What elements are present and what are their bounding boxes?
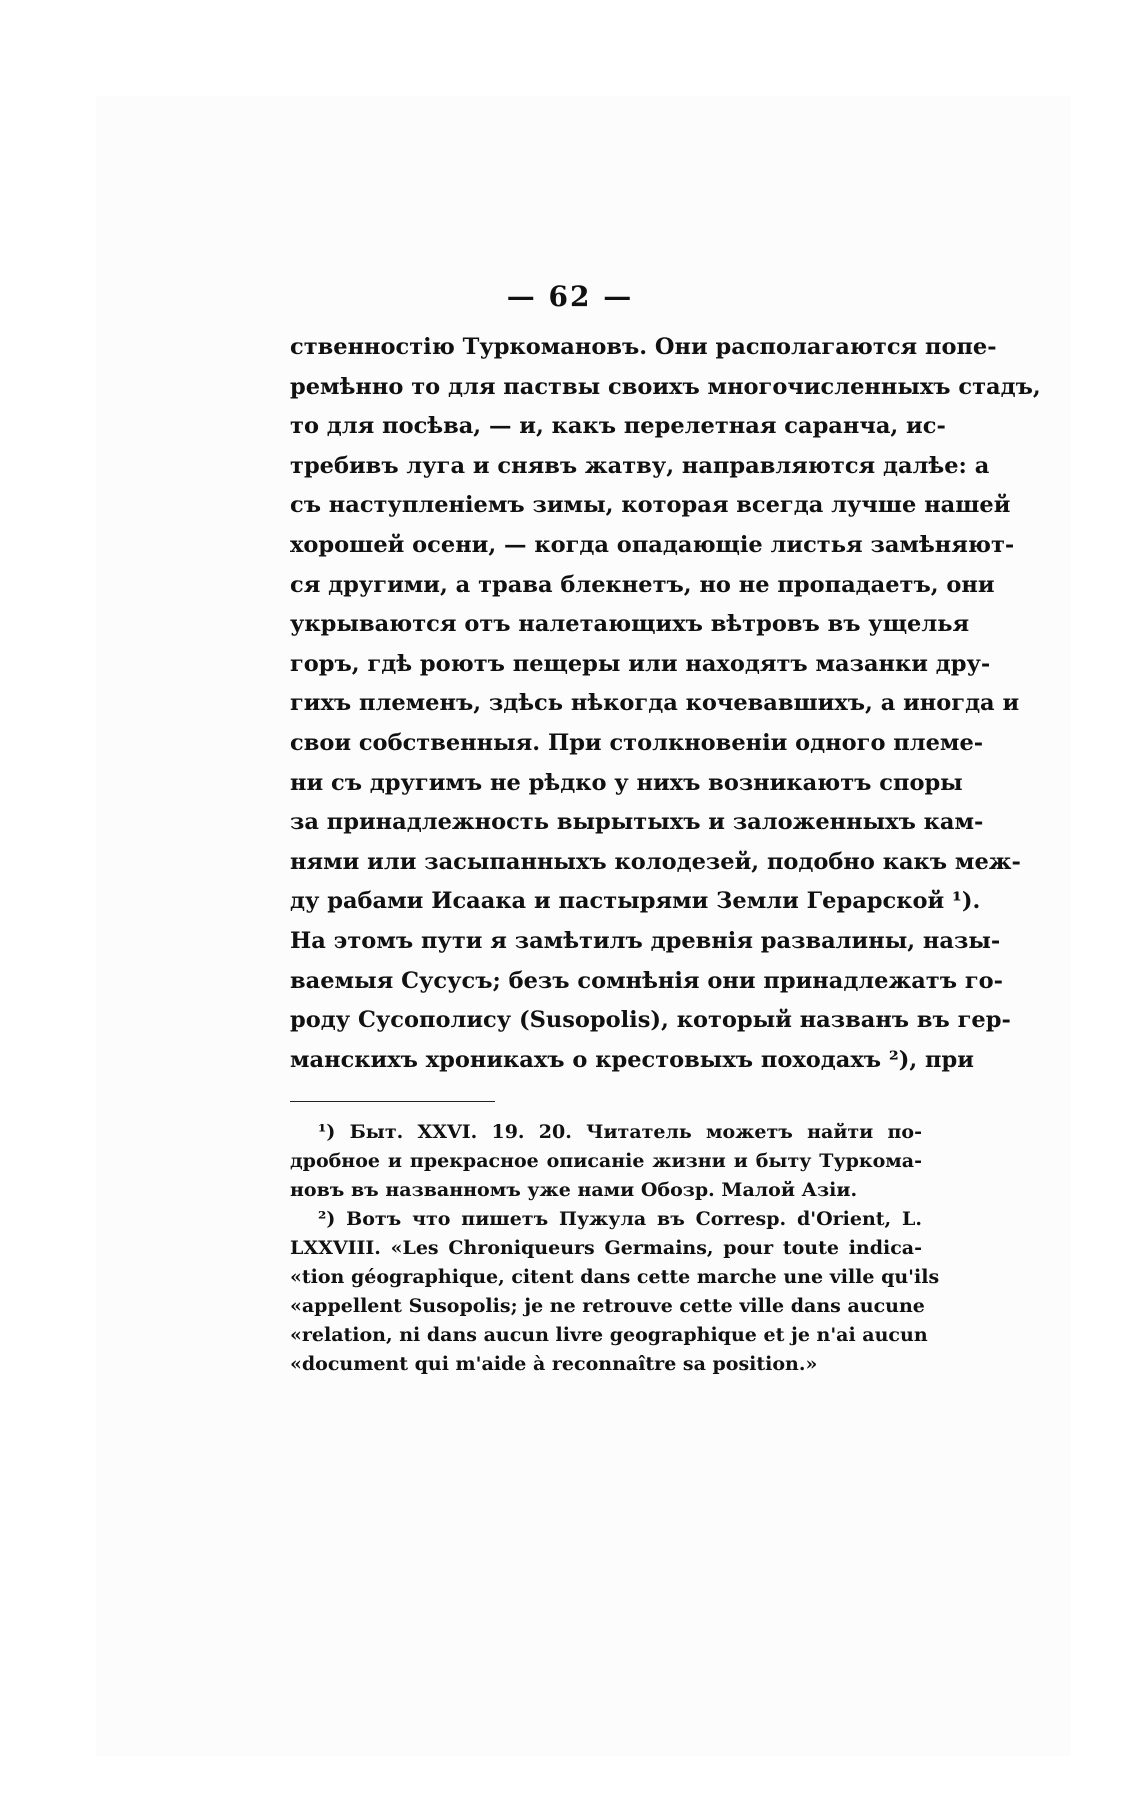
footnote-divider: [290, 1101, 495, 1102]
footnote-line: новъ въ названномъ уже нами Обозр. Малой Азіи.: [290, 1179, 858, 1201]
body-line: На этомъ пути я замѣтилъ древнія развалины, назы-: [290, 927, 1001, 954]
body-line: горъ, гдѣ роютъ пещеры или находятъ мазанки дру-: [290, 650, 991, 677]
body-line: нями или засыпанныхъ колодезей, подобно какъ меж-: [290, 848, 1021, 875]
body-line: гихъ племенъ, здѣсь нѣкогда кочевавшихъ, а иногда и: [290, 690, 1020, 717]
body-line: ственностію Туркомановъ. Они располагаются попе-: [290, 334, 997, 360]
footnote-line: ¹) Быт. XXVI. 19. 20. Читатель можетъ найти по-: [318, 1121, 922, 1143]
footnote-line: «document qui m'aide à reconnaître sa position.»: [290, 1353, 818, 1375]
footnote-line: дробное и прекрасное описаніе жизни и быту Туркома-: [290, 1150, 922, 1172]
body-line: хорошей осени, — когда опадающіе листья замѣняют-: [290, 531, 1015, 558]
body-line: съ наступленіемъ зимы, которая всегда лучше нашей: [290, 492, 1011, 519]
body-line: роду Сусополису (Susopolis), который названъ въ гер-: [290, 1007, 1011, 1034]
body-line: за принадлежность вырытыхъ и заложенныхъ кам-: [290, 809, 984, 836]
footnote-line: «relation, ni dans aucun livre geographique et je n'ai aucun: [290, 1324, 928, 1346]
footnote-line: «appellent Susopolis; je ne retrouve cette ville dans aucune: [290, 1295, 925, 1317]
page-number: — 62 —: [506, 280, 634, 313]
footnotes: [290, 1118, 940, 1379]
body-line: ся другими, а трава блекнетъ, но не пропадаетъ, они: [290, 571, 995, 598]
body-text: [290, 328, 1041, 1080]
body-line: ремѣнно то для паствы своихъ многочисленныхъ стадъ,: [290, 373, 1041, 400]
body-line: укрываются отъ налетающихъ вѣтровъ въ ущелья: [290, 611, 970, 638]
footnote-line: ²) Вотъ что пишетъ Пужула въ Corresp. d'Orient, L.: [318, 1208, 922, 1230]
body-line: ду рабами Исаака и пастырями Земли Герарской ¹).: [290, 888, 981, 915]
body-line: свои собственныя. При столкновеніи одного племе-: [290, 729, 984, 756]
body-line: ваемыя Сусусъ; безъ сомнѣнія они принадлежатъ го-: [290, 967, 1003, 994]
body-line: то для посѣва, — и, какъ перелетная саранча, ис-: [290, 413, 946, 440]
body-line: требивъ луга и снявъ жатву, направляются далѣе: а: [290, 452, 990, 479]
body-line: манскихъ хроникахъ о крестовыхъ походахъ ²), при: [290, 1046, 974, 1073]
footnote-line: «tion géographique, citent dans cette marche une ville qu'ils: [290, 1266, 940, 1288]
body-line: ни съ другимъ не рѣдко у нихъ возникаютъ споры: [290, 769, 963, 796]
footnote-line: LXXVIII. «Les Chroniqueurs Germains, pour toute indica-: [290, 1237, 922, 1259]
